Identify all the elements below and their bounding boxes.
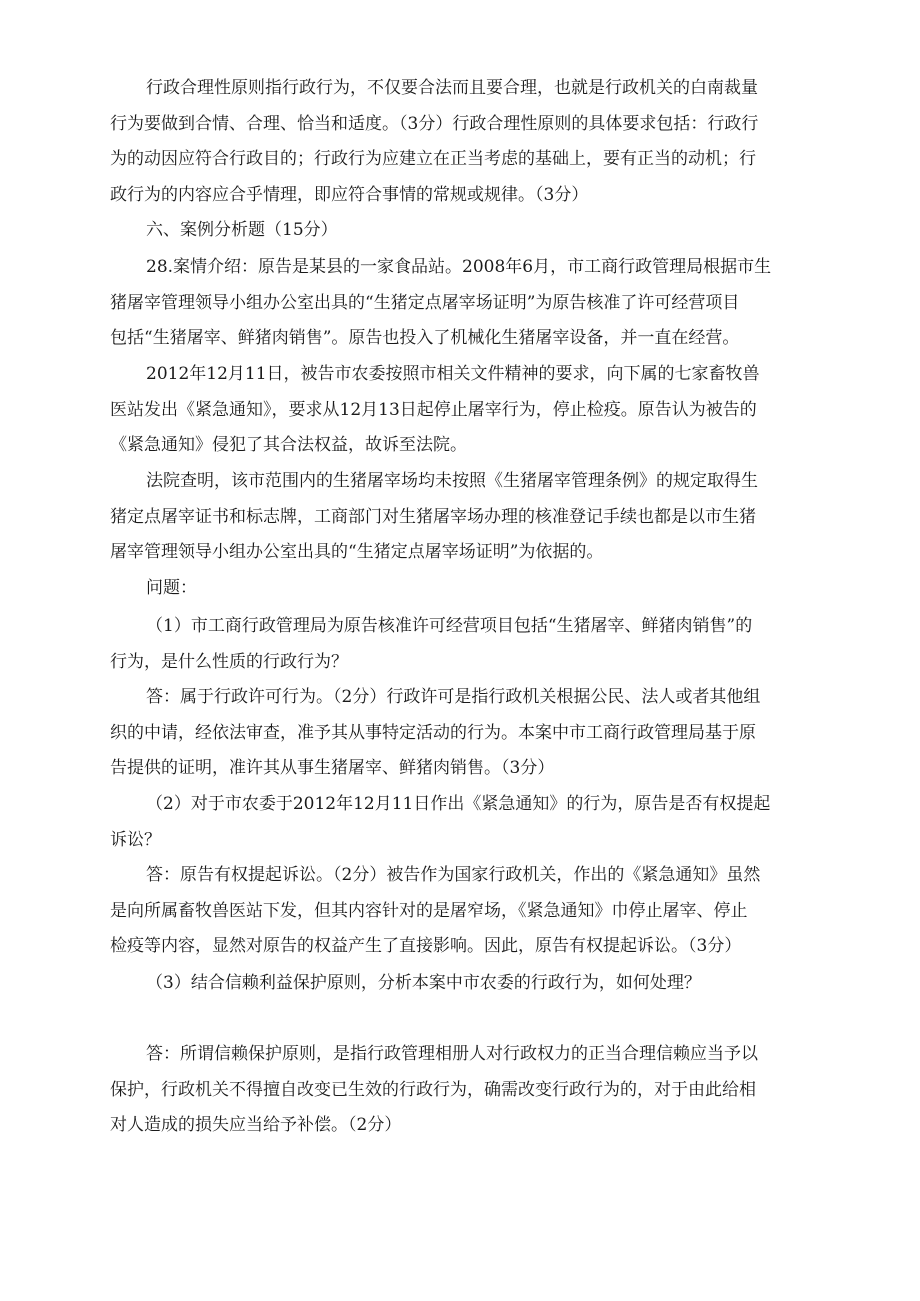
text-line: 是向所属畜牧兽医站下发，但其内容针对的是屠窄场，《紧急通知》巾停止屠宰、停止 [110, 900, 748, 921]
text-line: 答：原告有权提起诉讼。（2分）被告作为国家行政机关，作出的《紧急通知》虽然 [146, 865, 761, 885]
text-line: （3）结合信赖利益保护原则，分析本案中市农委的行政行为，如何处理？ [146, 973, 701, 993]
text-line: 猪定点屠宰证书和标志牌，工商部门对生猪屠宰场办理的核准登记手续也都是以市生猪 [110, 506, 756, 527]
text-line: 法院查明，该市范围内的生猪屠宰场均未按照《生猪屠宰管理条例》的规定取得生 [146, 471, 758, 491]
text-line: 28.案情介绍：原告是某县的一家食品站。2008年6月，市工商行政管理局根据市生 [146, 257, 772, 277]
text-line: 六、案例分析题（15分） [146, 220, 338, 240]
text-line: 告提供的证明，准许其从事生猪屠宰、鲜猪肉销售。（3分） [110, 758, 555, 779]
text-line: 为的动因应符合行政目的；行政行为应建立在正当考虑的基础上，要有正当的动机；行 [110, 149, 756, 170]
text-line: 检疫等内容，显然对原告的权益产生了直接影响。因此，原告有权提起诉讼。（3分） [110, 936, 742, 957]
text-line: （2）对于市农委于2012年12月11日作出《紧急通知》的行为，原告是否有权提起 [146, 794, 771, 814]
text-line: 诉讼？ [110, 829, 161, 850]
text-line: 猪屠宰管理领导小组办公室出具的“生猪定点屠宰场证明”为原告核准了许可经营项目 [110, 292, 740, 313]
text-line: 行为要做到合情、合理、恰当和适度。（3分）行政合理性原则的具体要求包括：行政行 [110, 113, 759, 134]
text-line: 《紧急通知》侵犯了其合法权益，故诉至法院。 [110, 435, 467, 456]
text-line: 对人造成的损失应当给予补偿。（2分） [110, 1115, 402, 1136]
text-line: 问题： [146, 578, 197, 598]
text-line: 答：所谓信赖保护原则，是指行政管理相册人对行政权力的正当合理信赖应当予以 [146, 1044, 758, 1064]
text-line: （1）市工商行政管理局为原告核准许可经营项目包括“生猪屠宰、鲜猪肉销售”的 [146, 616, 753, 636]
text-line: 屠宰管理领导小组办公室出具的“生猪定点屠宰场证明”为依据的。 [110, 542, 604, 563]
text-line: 包括“生猪屠宰、鲜猪肉销售”。原告也投入了机械化生猪屠宰设备，并一直在经营。 [110, 328, 740, 349]
text-line: 答：属于行政许可行为。（2分）行政许可是指行政机关根据公民、法人或者其他组 [146, 687, 761, 707]
text-line: 政行为的内容应合乎情理，即应符合事情的常规或规律。（3分） [110, 185, 589, 206]
text-line: 行为，是什么性质的行政行为？ [110, 651, 348, 672]
text-line: 行政合理性原则指行政行为，不仅要合法而且要合理，也就是行政机关的白南裁量 [146, 78, 758, 98]
text-line: 保护，行政机关不得擅自改变已生效的行政行为，确需改变行政行为的，对于由此给相 [110, 1079, 756, 1100]
text-line: 2012年12月11日，被告市农委按照市相关文件精神的要求，向下属的七家畜牧兽 [146, 364, 760, 384]
text-line: 织的中请，经依法审查，准予其从事特定活动的行为。本案中市工商行政管理局基于原 [110, 722, 756, 743]
text-line: 医站发出《紧急通知》，要求从12月13日起停止屠宰行为，停止检疫。原告认为被告的 [110, 399, 757, 420]
